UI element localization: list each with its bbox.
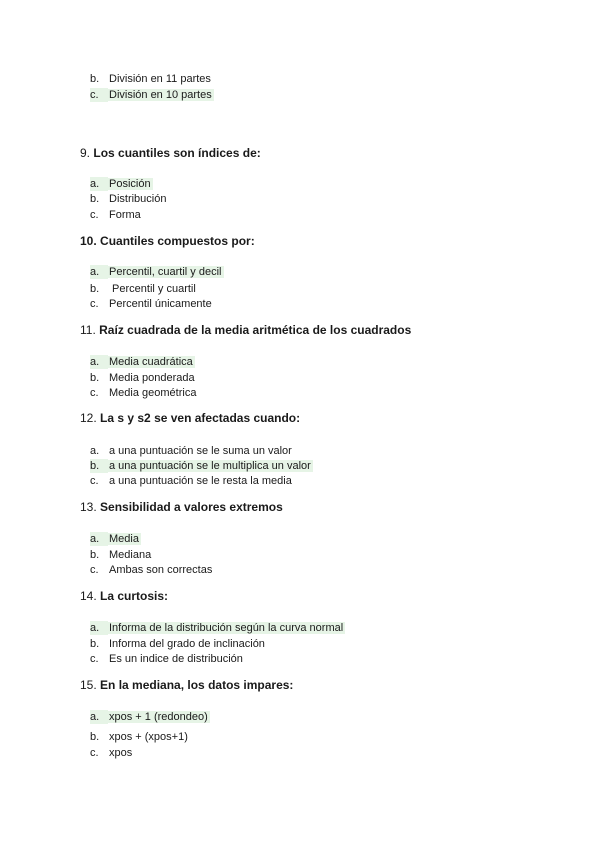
answer-option: c. Media geométrica bbox=[90, 387, 197, 399]
answer-option: c. Percentil únicamente bbox=[90, 298, 212, 310]
answer-option: c. xpos bbox=[90, 747, 133, 759]
answer-option: c. Ambas son correctas bbox=[90, 564, 213, 576]
answer-option: b. Mediana bbox=[90, 549, 152, 561]
answer-option: c. Forma bbox=[90, 209, 141, 221]
question-heading: 13. Sensibilidad a valores extremos bbox=[80, 500, 283, 514]
answer-option: b. División en 11 partes bbox=[90, 73, 211, 85]
answer-option: c. Es un indice de distribución bbox=[90, 653, 243, 665]
answer-option-correct: a. Media bbox=[90, 533, 139, 545]
answer-option-correct: a. Percentil, cuartil y decil bbox=[90, 266, 222, 278]
answer-option: b. Distribución bbox=[90, 193, 167, 205]
answer-option-correct: b. a una puntuación se le multiplica un valor bbox=[90, 460, 311, 472]
answer-option: b. xpos + (xpos+1) bbox=[90, 731, 188, 743]
answer-option: b. Percentil y cuartil bbox=[90, 283, 196, 295]
answer-option: b. Media ponderada bbox=[90, 372, 195, 384]
answer-option: c. a una puntuación se le resta la media bbox=[90, 475, 292, 487]
answer-option: b. Informa del grado de inclinación bbox=[90, 638, 265, 650]
answer-option-correct: a. xpos + 1 (redondeo) bbox=[90, 711, 208, 723]
question-heading: 10. Cuantiles compuestos por: bbox=[80, 234, 255, 248]
answer-option-correct: a. Posición bbox=[90, 178, 151, 190]
answer-option-correct: a. Informa de la distribución según la curva normal bbox=[90, 622, 344, 634]
answer-option: a. a una puntuación se le suma un valor bbox=[90, 445, 292, 457]
question-heading: 12. La s y s2 se ven afectadas cuando: bbox=[80, 411, 301, 425]
answer-option-correct: c. División en 10 partes bbox=[90, 89, 212, 101]
question-heading: 15. En la mediana, los datos impares: bbox=[80, 678, 294, 692]
answer-option-correct: a. Media cuadrática bbox=[90, 356, 193, 368]
question-heading: 14. La curtosis: bbox=[80, 589, 169, 603]
question-heading: 9. Los cuantiles son índices de: bbox=[80, 146, 261, 160]
question-heading: 11. Raíz cuadrada de la media aritmética de los cuadrados bbox=[80, 323, 412, 337]
